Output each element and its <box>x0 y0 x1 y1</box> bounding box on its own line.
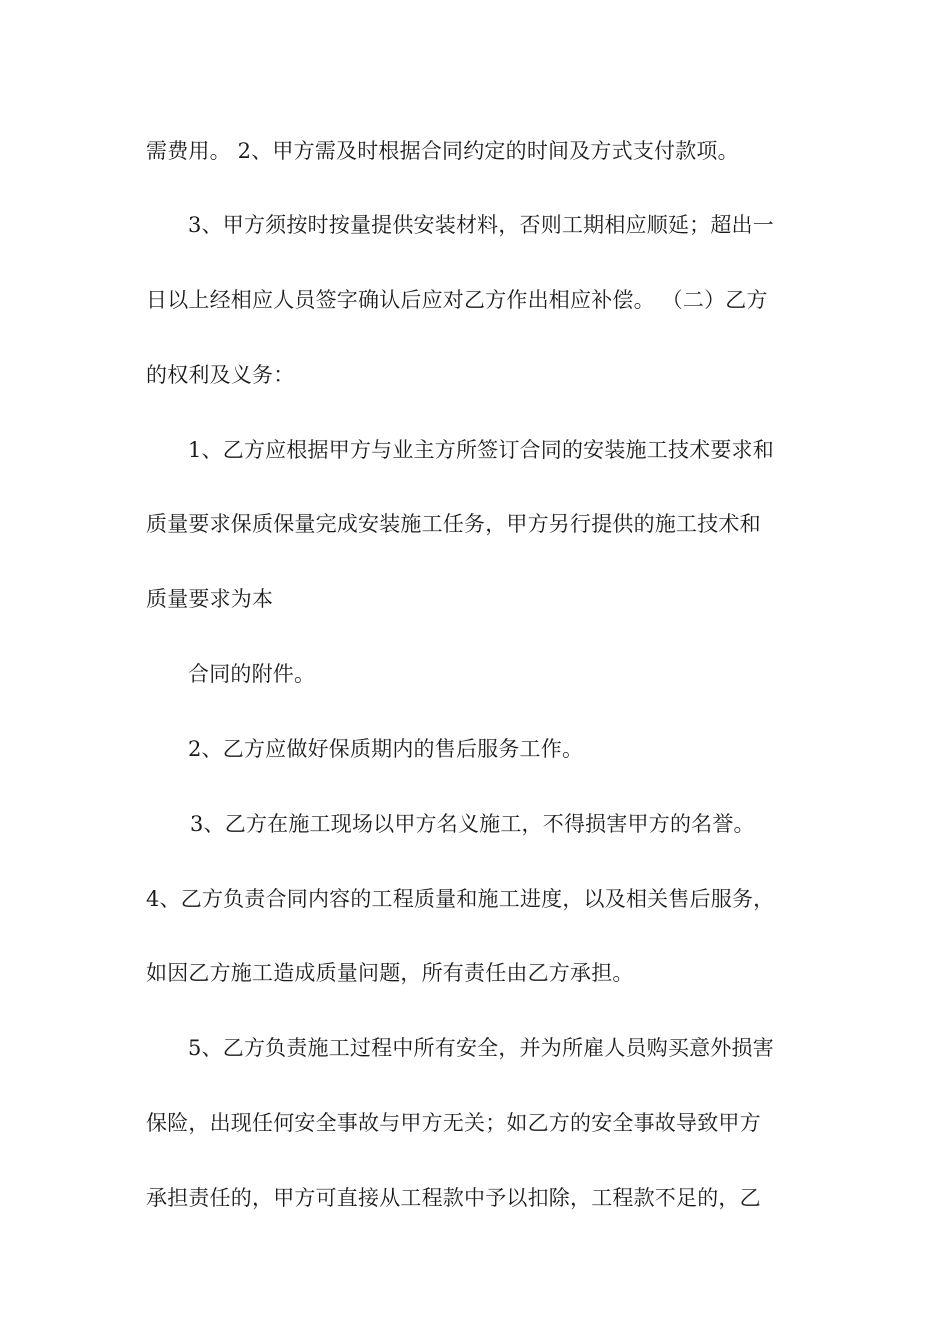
text-line-6: 质量要求保质保量完成安装施工任务，甲方另行提供的施工技术和 <box>146 512 761 536</box>
text-line-10: 3、乙方在施工现场以甲方名义施工，不得损害甲方的名誉。 <box>190 812 755 836</box>
text-line-5: 1、乙方应根据甲方与业主方所签订合同的安装施工技术要求和 <box>188 438 774 462</box>
text-line-4: 的权利及义务： <box>146 363 295 387</box>
text-line-7: 质量要求为本 <box>146 587 274 611</box>
text-line-11: 4、乙方负责合同内容的工程质量和施工进度，以及相关售后服务， <box>146 887 775 911</box>
text-line-12: 如因乙方施工造成质量问题，所有责任由乙方承担。 <box>146 961 634 985</box>
text-line-1: 需费用。 2、甲方需及时根据合同约定的时间及方式支付款项。 <box>146 139 739 163</box>
text-line-13: 5、乙方负责施工过程中所有安全，并为所雇人员购买意外损害 <box>188 1036 774 1060</box>
text-line-14: 保险，出现任何安全事故与甲方无关；如乙方的安全事故导致甲方 <box>146 1111 761 1135</box>
text-line-9: 2、乙方应做好保质期内的售后服务工作。 <box>188 737 584 761</box>
text-line-15: 承担责任的，甲方可直接从工程款中予以扣除，工程款不足的，乙 <box>146 1186 761 1210</box>
text-line-8: 合同的附件。 <box>188 662 316 686</box>
text-line-3: 日以上经相应人员签字确认后应对乙方作出相应补偿。 （二）乙方 <box>146 288 768 312</box>
text-line-2: 3、甲方须按时按量提供安装材料，否则工期相应顺延；超出一 <box>188 213 774 237</box>
